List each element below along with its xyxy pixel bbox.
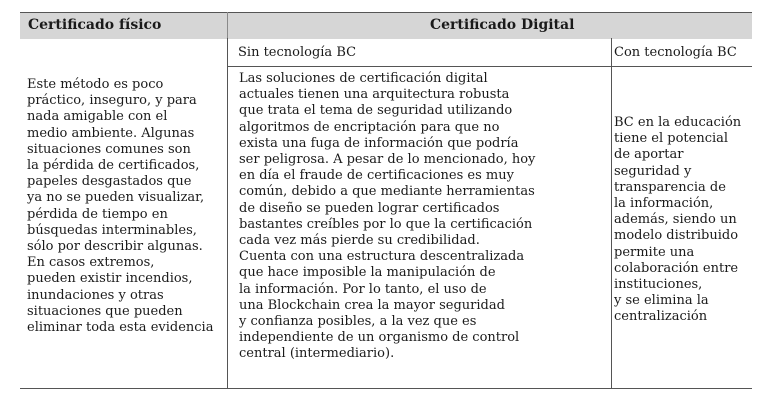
subheader-divider — [228, 66, 752, 67]
subheader-with-bc: Con tecnología BC — [614, 45, 737, 60]
column-divider-1 — [227, 38, 228, 389]
cell-digital-without-bc: Las soluciones de certificación digital actuales tienen una arquitectura robusta que trata el tema de seguridad utilizando algoritmos de encriptación para que no exista una fuga de información que podría ser peligrosa. A pesar de lo mencionado, hoy en día el fraude de certificaciones es muy común, debido a que mediante herramientas de diseño se pueden lograr certificados bastantes creíbles por lo que la certificación cada vez más pierde su credibilidad. Cuenta con una estructura descentralizada que hace imposible la manipulación de la información. Por lo tanto, el uso de una Blockchain crea la mayor seguridad y confianza posibles, a la vez que es independiente de un organismo de control central (intermediario). — [239, 71, 536, 362]
table-header-row — [20, 12, 752, 39]
table-bottom-border — [20, 388, 752, 389]
header-digital-certificate: Certificado Digital — [430, 17, 575, 33]
cell-physical-certificate: Este método es poco práctico, inseguro, y para nada amigable con el medio ambiente. Algunas situaciones comunes son la pérdida de certificados, papeles desgastados que ya no se pueden visualizar, pérdida de tiempo en búsquedas interminables, sólo por describir algunas. En casos extremos, pueden existir incendios, inundaciones y otras situaciones que pueden eliminar toda esta evidencia — [27, 77, 214, 336]
header-divider — [227, 12, 228, 39]
header-physical-certificate: Certificado físico — [28, 17, 162, 33]
cell-digital-with-bc: BC en la educación tiene el potencial de aportar seguridad y transparencia de la información, además, siendo un modelo distribuido permite una colaboración entre instituciones, y se elimina la centralización — [614, 115, 742, 325]
subheader-without-bc: Sin tecnología BC — [238, 45, 357, 60]
column-divider-2 — [611, 38, 612, 389]
